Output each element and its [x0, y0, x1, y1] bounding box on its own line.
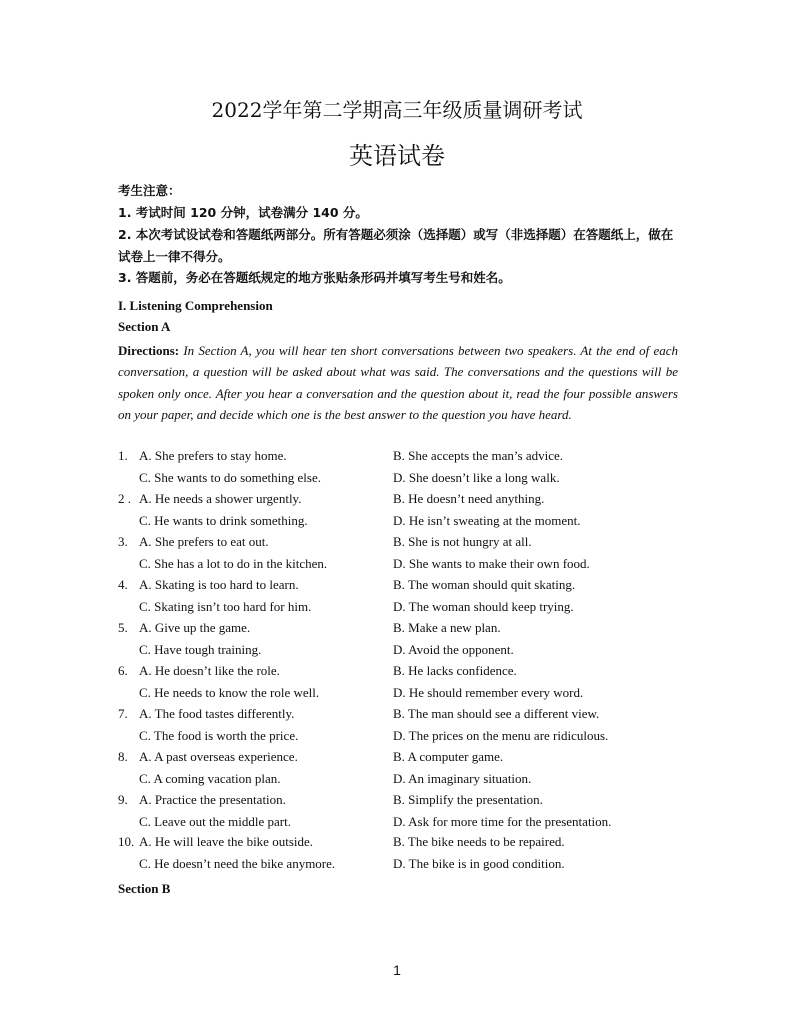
question-item — [118, 577, 678, 620]
option-a: A. She prefers to eat out. — [139, 534, 269, 549]
question-item — [118, 706, 678, 749]
option-c: C. Skating isn’t too hard for him. — [139, 598, 312, 614]
option-b: B. A computer game. — [393, 749, 504, 764]
option-d: D. He isn’t sweating at the moment. — [393, 512, 581, 528]
option-a: A. Give up the game. — [139, 620, 251, 635]
question-item — [118, 663, 678, 706]
option-b: B. He doesn’t need anything. — [393, 491, 545, 506]
question-number: 3. — [118, 534, 128, 549]
option-d: D. The bike is in good condition. — [393, 855, 565, 871]
option-d: D. Ask for more time for the presentation. — [393, 813, 612, 829]
option-a: A. He will leave the bike outside. — [139, 834, 314, 849]
question-item — [118, 491, 678, 534]
option-b: B. He lacks confidence. — [393, 663, 517, 678]
option-b: B. Simplify the presentation. — [393, 792, 543, 807]
option-d: D. An imaginary situation. — [393, 770, 532, 786]
question-number: 7. — [118, 706, 128, 721]
option-a: A. The food tastes differently. — [139, 706, 295, 721]
notice-heading: 考生注意： — [118, 183, 181, 198]
option-a: A. Practice the presentation. — [139, 792, 286, 807]
notice-line-1: 1. 考试时间 120 分钟，试卷满分 140 分。 — [118, 205, 368, 220]
notice-line-3: 3. 答题前，务必在答题纸规定的地方张贴条形码并填写考生号和姓名。 — [118, 270, 511, 285]
question-number: 1. — [118, 448, 128, 463]
question-item — [118, 792, 678, 835]
exam-subtitle: 英语试卷 — [349, 142, 445, 170]
part-title: I. Listening Comprehension — [118, 298, 273, 313]
option-d: D. The prices on the menu are ridiculous. — [393, 727, 609, 743]
question-number: 6. — [118, 663, 128, 678]
option-a: A. A past overseas experience. — [139, 749, 298, 764]
option-a: A. Skating is too hard to learn. — [139, 577, 299, 592]
question-item — [118, 534, 678, 577]
directions-paragraph — [118, 340, 678, 425]
option-b: B. She is not hungry at all. — [393, 534, 532, 549]
question-item — [118, 620, 678, 663]
option-c: C. Leave out the middle part. — [139, 813, 291, 829]
option-c: C. Have tough training. — [139, 641, 262, 657]
option-a: A. He needs a shower urgently. — [139, 491, 302, 506]
option-c: C. He needs to know the role well. — [139, 684, 320, 700]
option-c: C. She wants to do something else. — [139, 469, 321, 485]
option-c: C. A coming vacation plan. — [139, 770, 281, 786]
question-item — [118, 749, 678, 792]
notice-line-2: 2. 本次考试设试卷和答题纸两部分。所有答题必须涂（选择题）或写（非选择题）在答题纸上，做在试卷上一律不得分。 — [118, 227, 674, 264]
question-item — [118, 834, 678, 877]
option-b: B. The woman should quit skating. — [393, 577, 576, 592]
option-b: B. The bike needs to be repaired. — [393, 834, 565, 849]
question-item — [118, 448, 678, 491]
option-d: D. Avoid the opponent. — [393, 641, 514, 657]
option-c: C. He doesn’t need the bike anymore. — [139, 855, 336, 871]
question-number: 8. — [118, 749, 128, 764]
directions-label: Directions: — [118, 343, 180, 358]
question-number: 2 . — [118, 491, 131, 506]
section-a-heading: Section A — [118, 319, 171, 334]
section-b-heading: Section B — [118, 881, 171, 896]
option-c: C. He wants to drink something. — [139, 512, 308, 528]
option-a: A. She prefers to stay home. — [139, 448, 287, 463]
option-a: A. He doesn’t like the role. — [139, 663, 280, 678]
question-number: 5. — [118, 620, 128, 635]
option-d: D. She doesn’t like a long walk. — [393, 469, 560, 485]
exam-title: 2022学年第二学期高三年级质量调研考试 — [211, 98, 583, 122]
option-b: B. Make a new plan. — [393, 620, 501, 635]
page-number: 1 — [393, 962, 401, 978]
question-number: 10. — [118, 834, 135, 849]
option-c: C. She has a lot to do in the kitchen. — [139, 555, 328, 571]
directions-text: In Section A, you will hear ten short conversations between two speakers. At the end of each conversation, a question will be asked about what was said. The conversations and the questions will be spoken only once. After you hear a conversation and the question about it, read the four possible answers on your paper, and decide which one is the best answer to the question you have heard. — [118, 343, 678, 422]
question-number: 9. — [118, 792, 128, 807]
option-d: D. He should remember every word. — [393, 684, 584, 700]
question-number: 4. — [118, 577, 128, 592]
option-d: D. She wants to make their own food. — [393, 555, 590, 571]
option-b: B. The man should see a different view. — [393, 706, 600, 721]
option-c: C. The food is worth the price. — [139, 727, 299, 743]
option-b: B. She accepts the man’s advice. — [393, 448, 564, 463]
option-d: D. The woman should keep trying. — [393, 598, 574, 614]
